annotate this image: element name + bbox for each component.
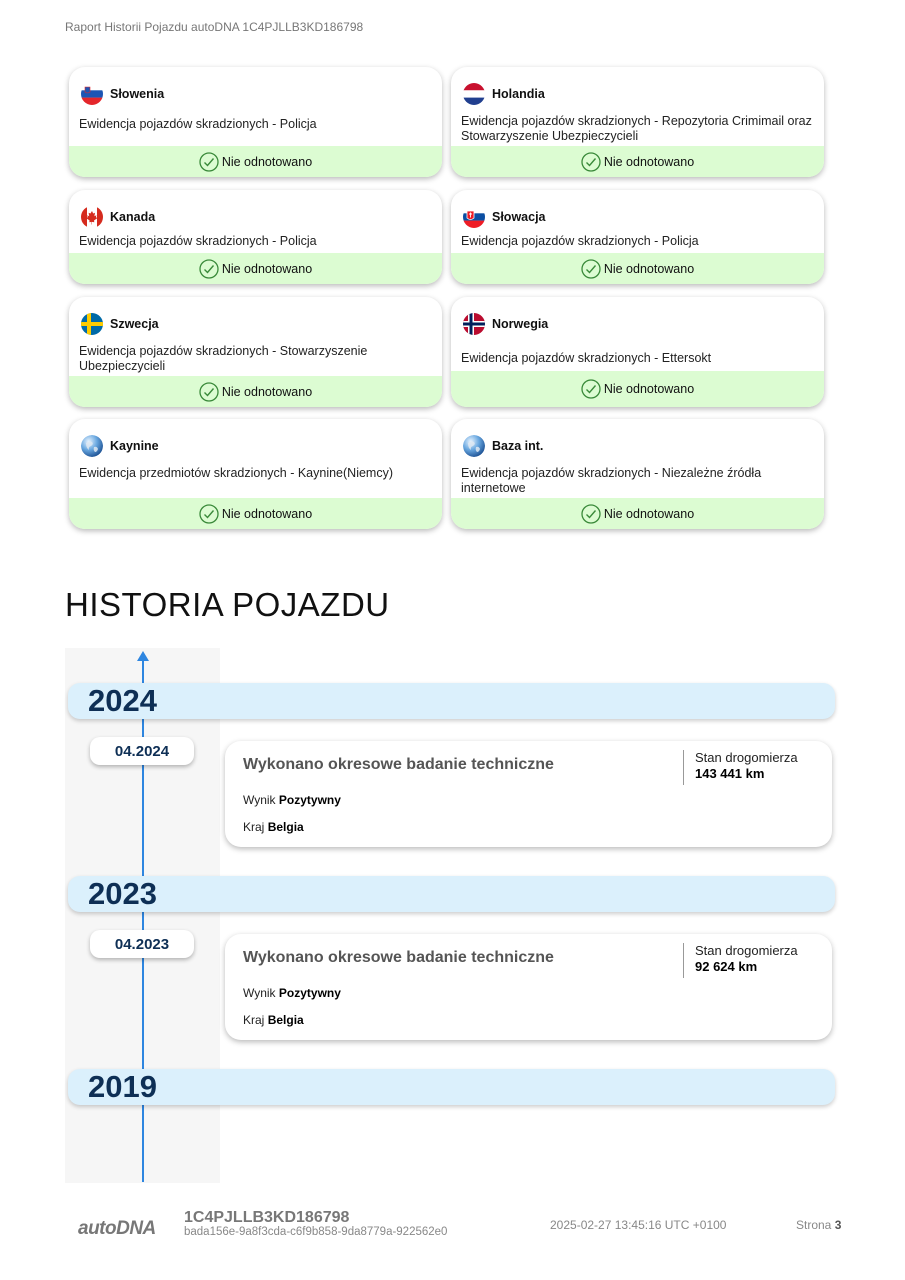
card-description: Ewidencja pojazdów skradzionych - Policja (79, 117, 317, 131)
event-country: Kraj Belgia (243, 820, 304, 834)
event-title: Wykonano okresowe badanie techniczne (243, 756, 554, 773)
slovakia-flag-icon (463, 206, 485, 228)
card-status (451, 371, 824, 407)
event-card (225, 934, 832, 1040)
card-status (69, 498, 442, 529)
status-text: Nie odnotowano (603, 261, 695, 276)
autodna-logo: autoDNA (78, 1218, 156, 1239)
event-title: Wykonano okresowe badanie techniczne (243, 949, 554, 966)
timeline-arrow-icon (137, 651, 149, 661)
card-description: Ewidencja pojazdów skradzionych - Policja (79, 234, 317, 248)
odometer-label: Stan drogomierza (695, 943, 798, 958)
card-country: Baza int. (492, 439, 544, 453)
check-circle-icon (199, 382, 219, 402)
status-text: Nie odnotowano (221, 261, 313, 276)
globe-icon (81, 435, 103, 457)
event-country: Kraj Belgia (243, 1013, 304, 1027)
card-status (69, 253, 442, 284)
canada-flag-icon (81, 206, 103, 228)
status-text: Nie odnotowano (603, 506, 695, 521)
database-card-slovenia (69, 67, 442, 177)
database-card-slovakia (451, 190, 824, 284)
card-country: Norwegia (492, 317, 549, 331)
netherlands-flag-icon (463, 83, 485, 105)
footer-vin: 1C4PJLLB3KD186798 (184, 1209, 350, 1226)
event-result: Wynik Pozytywny (243, 793, 341, 807)
status-text: Nie odnotowano (221, 384, 313, 399)
database-card-norway (451, 297, 824, 407)
check-circle-icon (581, 379, 601, 399)
year-bar-2024 (68, 683, 835, 719)
card-description: Ewidencja przedmiotów skradzionych - Kaynine(Niemcy) (79, 466, 394, 480)
card-status (451, 146, 824, 177)
report-header: Raport Historii Pojazdu autoDNA 1C4PJLLB3KD186798 (65, 20, 364, 34)
year-bar-2023 (68, 876, 835, 912)
odometer-value: 143 441 km (695, 766, 765, 781)
card-description: Ewidencja pojazdów skradzionych - Ettersokt (461, 351, 712, 365)
page-footer (0, 1200, 905, 1260)
check-circle-icon (581, 504, 601, 524)
sweden-flag-icon (81, 313, 103, 335)
card-description: Ewidencja pojazdów skradzionych - Niezależne źródła internetowe (461, 466, 762, 495)
database-card-sweden (69, 297, 442, 407)
status-text: Nie odnotowano (221, 154, 313, 169)
slovenia-flag-icon (81, 83, 103, 105)
history-section-title: HISTORIA POJAZDU (65, 586, 390, 623)
status-text: Nie odnotowano (603, 154, 695, 169)
footer-datetime: 2025-02-27 13:45:16 UTC +0100 (550, 1218, 727, 1232)
database-card-kaynine (69, 419, 442, 529)
odometer-value: 92 624 km (695, 959, 758, 974)
check-circle-icon (199, 152, 219, 172)
card-description: Ewidencja pojazdów skradzionych - Policja (461, 234, 699, 248)
year-label: 2019 (88, 1069, 157, 1104)
check-circle-icon (199, 259, 219, 279)
globe-icon (463, 435, 485, 457)
odometer-reading (683, 943, 798, 978)
card-description: Ewidencja pojazdów skradzionych - Repozytoria Crimimail oraz Stowarzyszenie Ubezpieczycieli (461, 114, 812, 143)
stolen-vehicle-databases (65, 62, 835, 540)
event-date: 04.2024 (90, 737, 194, 765)
event-card (225, 741, 832, 847)
database-card-netherlands (451, 67, 824, 177)
status-text: Nie odnotowano (221, 506, 313, 521)
odometer-label: Stan drogomierza (695, 750, 798, 765)
norway-flag-icon (463, 313, 485, 335)
database-card-internet (451, 419, 824, 529)
card-status (451, 498, 824, 529)
card-country: Słowenia (110, 87, 165, 101)
check-circle-icon (199, 504, 219, 524)
card-description: Ewidencja pojazdów skradzionych - Stowarzyszenie Ubezpieczycieli (79, 344, 368, 373)
check-circle-icon (581, 259, 601, 279)
footer-report-id: bada156e-9a8f3cda-c6f9b858-9da8779a-922562e0 (184, 1226, 448, 1238)
footer-page-number: Strona 3 (796, 1218, 842, 1232)
event-date: 04.2023 (90, 930, 194, 958)
card-status (451, 253, 824, 284)
check-circle-icon (581, 152, 601, 172)
year-bar-2019 (68, 1069, 835, 1105)
card-country: Kaynine (110, 439, 159, 453)
odometer-reading (683, 750, 798, 785)
database-card-canada (69, 190, 442, 284)
card-status (69, 376, 442, 407)
card-country: Szwecja (110, 317, 159, 331)
year-label: 2023 (88, 876, 157, 911)
status-text: Nie odnotowano (603, 382, 695, 396)
card-country: Słowacja (492, 210, 546, 224)
card-country: Holandia (492, 87, 545, 101)
card-status (69, 146, 442, 177)
year-label: 2024 (88, 683, 157, 718)
card-country: Kanada (110, 210, 156, 224)
event-result: Wynik Pozytywny (243, 986, 341, 1000)
